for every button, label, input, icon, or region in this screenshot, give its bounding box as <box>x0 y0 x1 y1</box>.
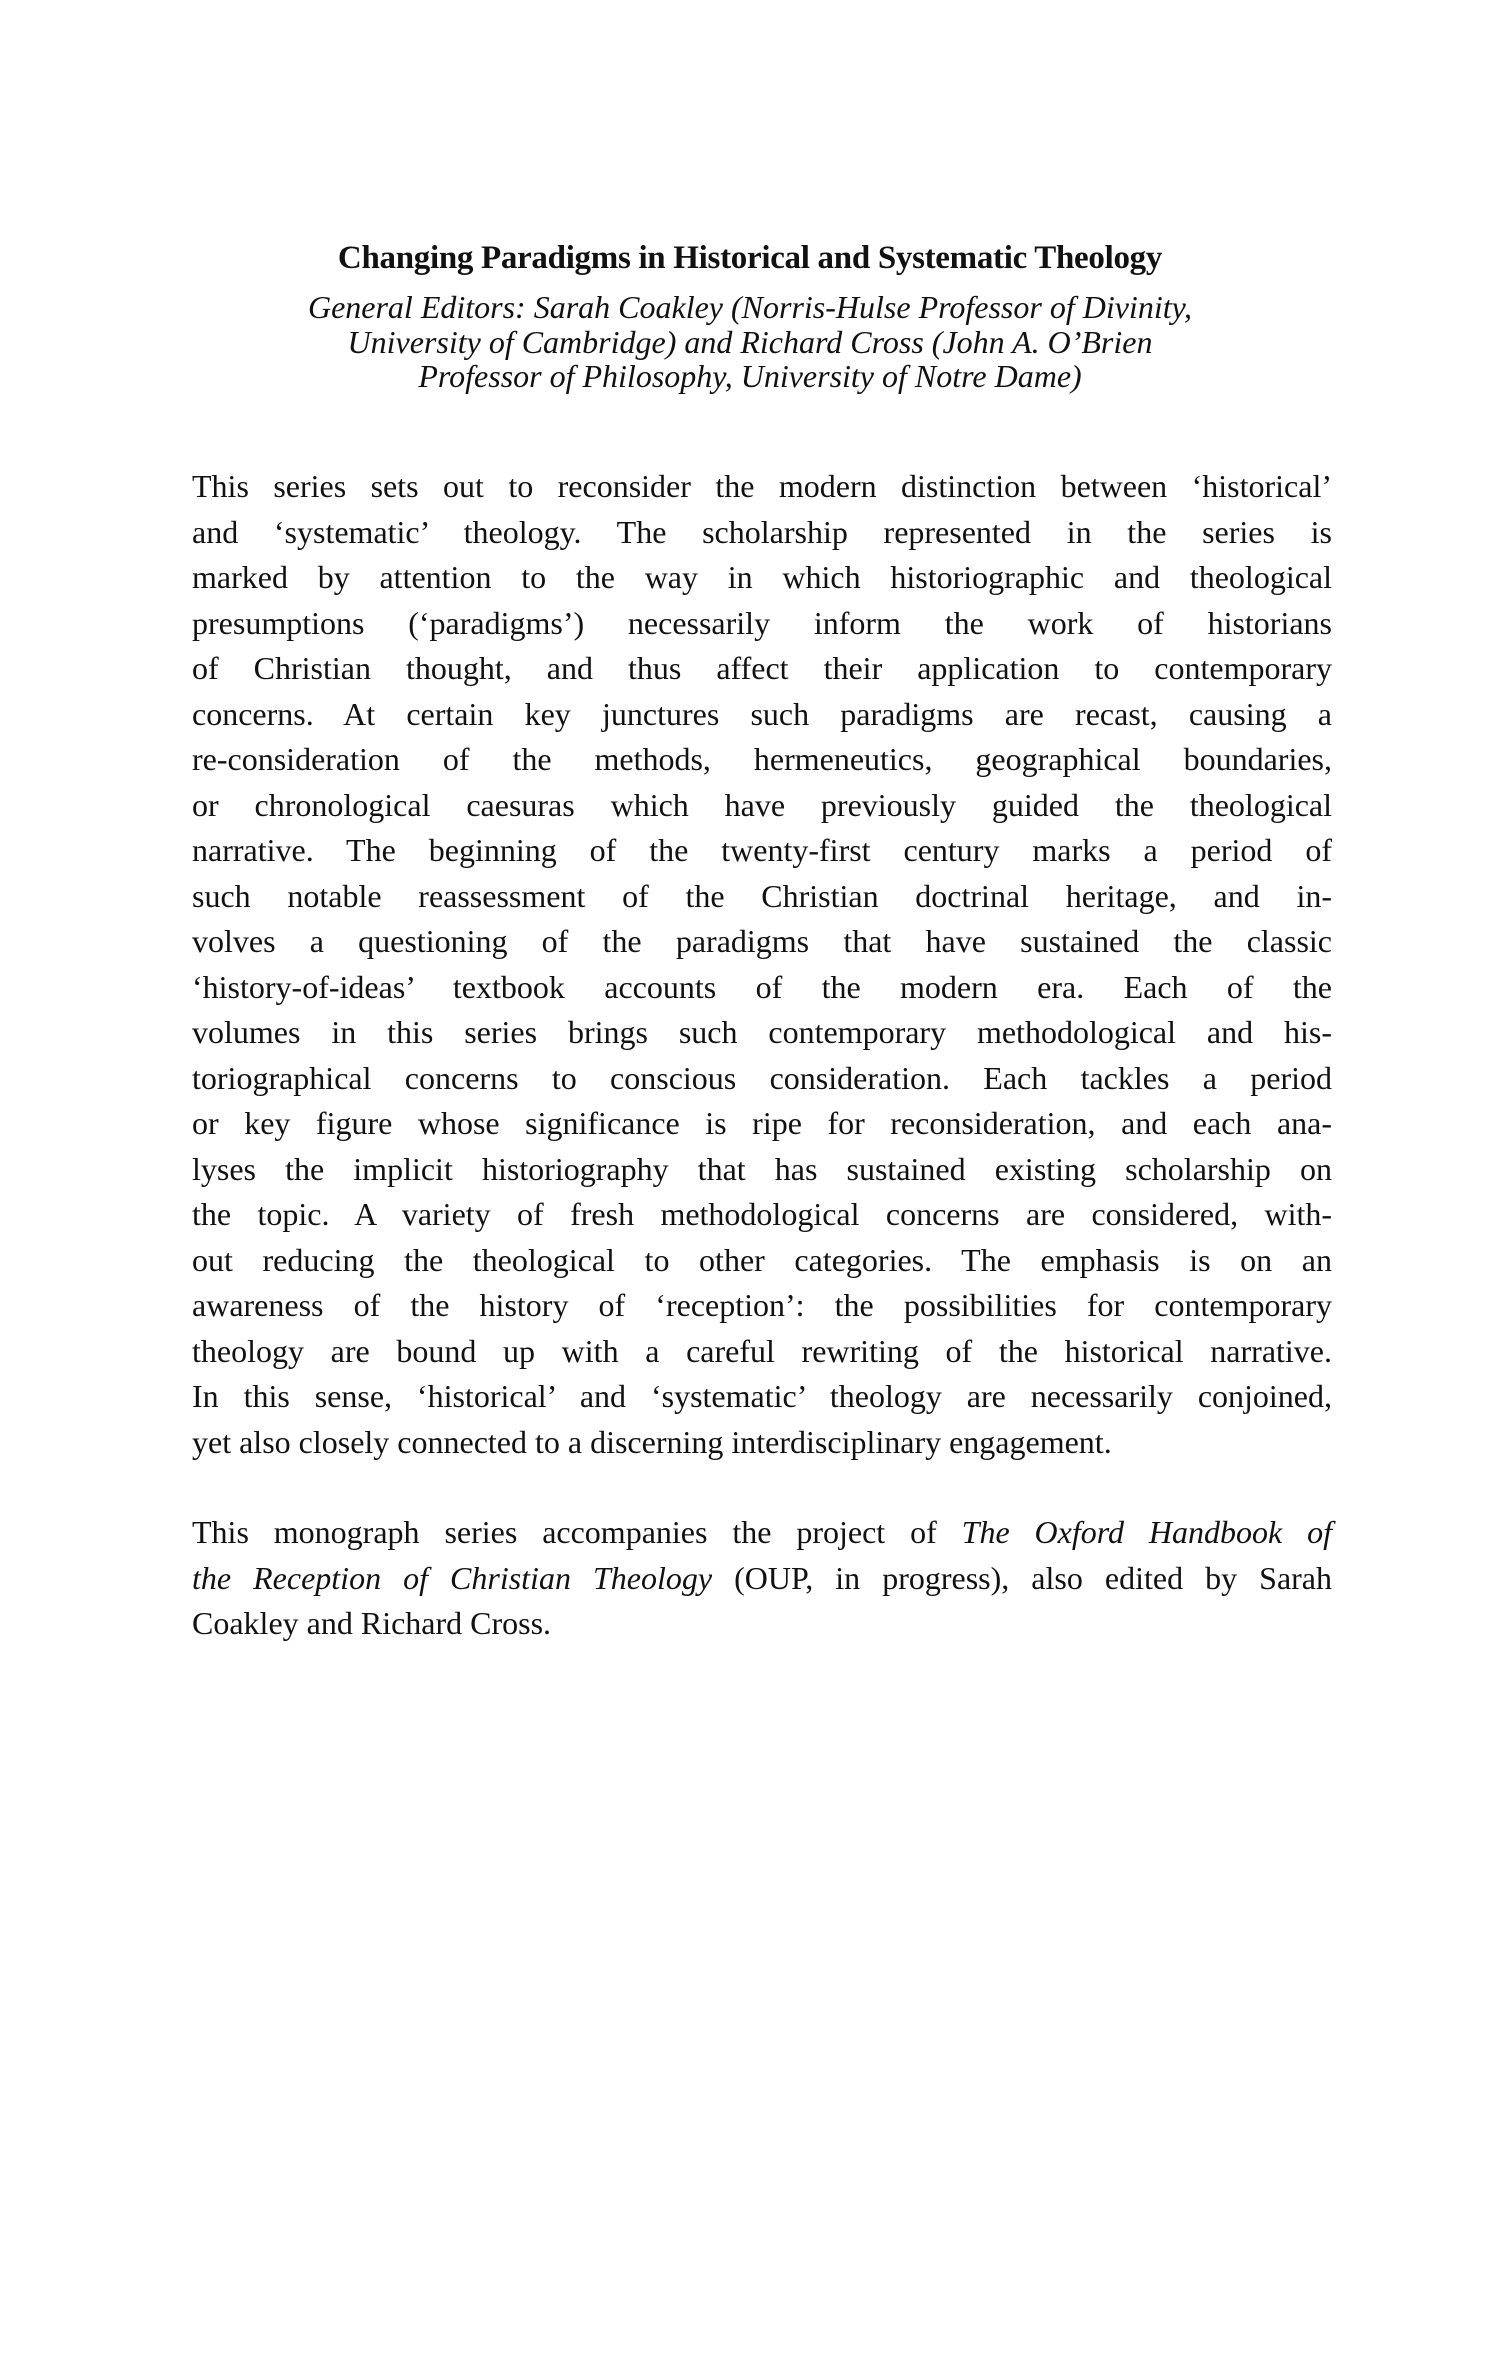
body-line: re-consideration of the methods, hermeneutics, geographical boundaries, <box>192 741 1332 777</box>
monograph-note <box>192 1510 1332 1647</box>
series-description <box>192 464 1332 1465</box>
body-line: awareness of the history of ‘reception’: the possibilities for contemporary <box>192 1287 1332 1323</box>
text: (OUP, in progress), also edited by Sarah <box>712 1559 1333 1596</box>
body-line: theology are bound up with a careful rewriting of the historical narrative. <box>192 1332 1332 1369</box>
body-line: concerns. At certain key junctures such paradigms are recast, causing a <box>192 695 1332 732</box>
body-line: or key figure whose significance is ripe for reconsideration, and each ana- <box>192 1105 1332 1141</box>
text: This monograph series accompanies the project of <box>192 1514 962 1550</box>
body-line: lyses the implicit historiography that has sustained existing scholarship on <box>192 1150 1332 1187</box>
body-line: volves a questioning of the paradigms that have sustained the classic <box>192 923 1332 959</box>
body-line: of Christian thought, and thus affect their application to contemporary <box>192 650 1332 686</box>
handbook-title: The Oxford Handbook of <box>961 1514 1333 1550</box>
body-line: marked by attention to the way in which historiographic and theological <box>192 559 1332 595</box>
body-line: out reducing the theological to other categories. The emphasis is on an <box>192 1241 1332 1278</box>
editors-line: Professor of Philosophy, University of Notre Dame) <box>418 358 1082 394</box>
body-line: narrative. The beginning of the twenty-first century marks a period of <box>192 832 1332 868</box>
editors-line: University of Cambridge) and Richard Cross (John A. O’Brien <box>347 323 1153 360</box>
body-line <box>192 1510 1332 1556</box>
general-editors <box>0 290 1500 394</box>
series-title: Changing Paradigms in Historical and Systematic Theology <box>337 240 1163 276</box>
body-line: volumes in this series brings such contemporary methodological and his- <box>192 1014 1332 1050</box>
body-line: presumptions (‘paradigms’) necessarily inform the work of historians <box>192 604 1332 641</box>
body-line: the topic. A variety of fresh methodological concerns are considered, with- <box>192 1196 1332 1232</box>
editors-line: General Editors: Sarah Coakley (Norris-Hulse Professor of Divinity, <box>307 289 1193 325</box>
body-line: such notable reassessment of the Christian doctrinal heritage, and in- <box>192 877 1332 914</box>
body-line: In this sense, ‘historical’ and ‘systematic’ theology are necessarily conjoined, <box>192 1378 1332 1414</box>
body-line: ‘history-of-ideas’ textbook accounts of the modern era. Each of the <box>192 968 1332 1005</box>
body-line: This series sets out to reconsider the modern distinction between ‘historical’ <box>192 468 1332 504</box>
body-line <box>192 1556 1332 1602</box>
body-line: Coakley and Richard Cross. <box>192 1605 552 1641</box>
body-line: yet also closely connected to a discerning interdisciplinary engagement. <box>192 1423 1112 1460</box>
handbook-title: the Reception of Christian Theology <box>192 1559 713 1596</box>
body-line: or chronological caesuras which have previously guided the theological <box>192 786 1332 823</box>
body-line: toriographical concerns to conscious consideration. Each tackles a period <box>192 1059 1332 1096</box>
body-line: and ‘systematic’ theology. The scholarship represented in the series is <box>192 513 1332 550</box>
